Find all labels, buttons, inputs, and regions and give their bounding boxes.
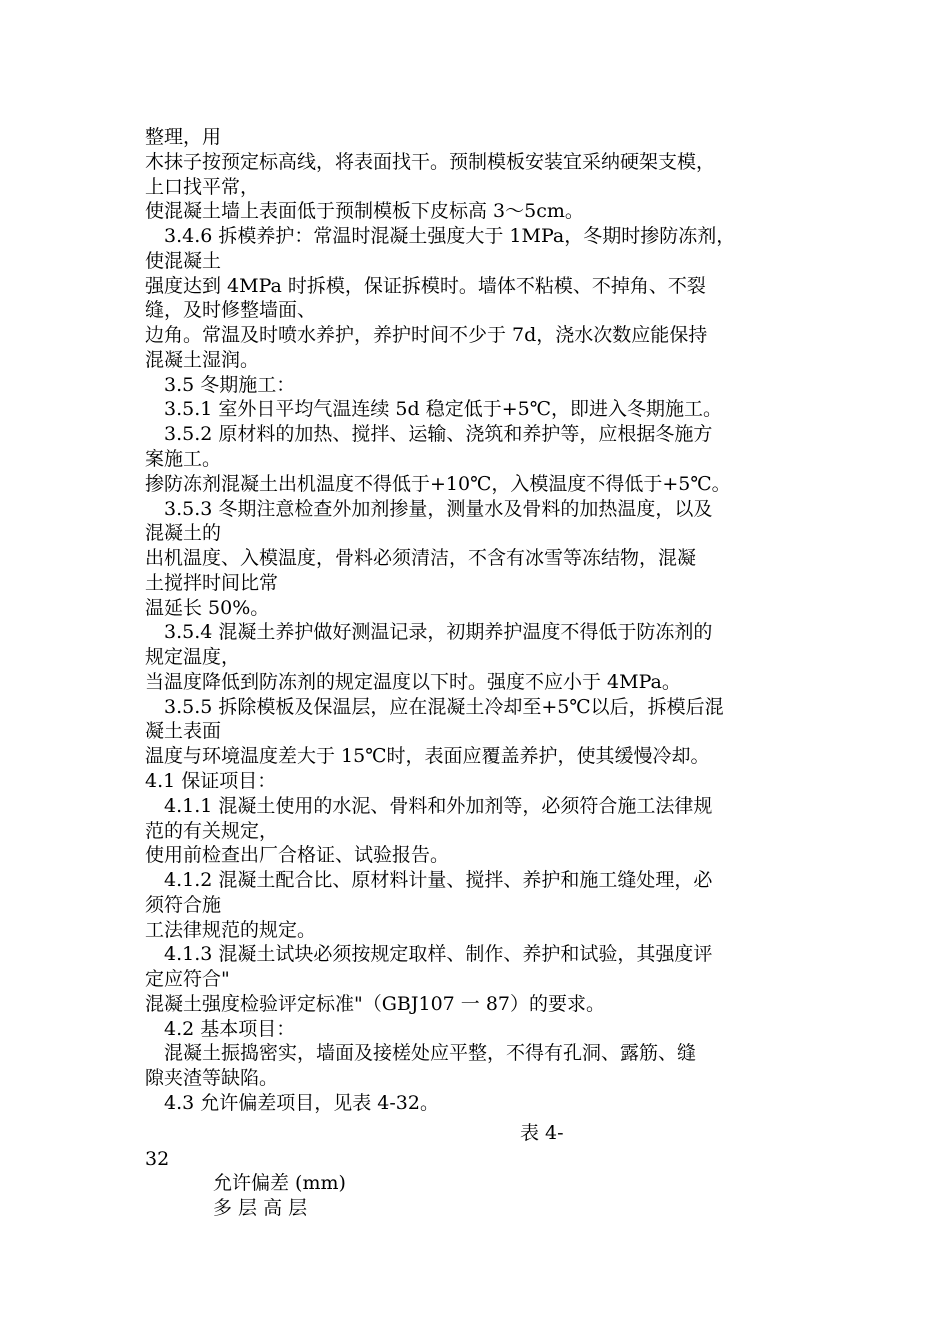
text-line: 木抹子按预定标高线，将表面找干。预制模板安装宜采纳硬架支模， — [145, 151, 716, 173]
text-line: 凝土表面 — [145, 720, 222, 742]
text-line: 整理，用 — [145, 126, 222, 148]
text-line: 温度与环境温度差大于 15℃时，表面应覆盖养护，使其缓慢冷却。 — [145, 745, 710, 767]
text-line: 规定温度， — [145, 646, 241, 668]
text-line: 出机温度、入模温度，骨料必须清洁，不含有冰雪等冻结物，混凝 — [145, 547, 697, 569]
text-line: 混凝土强度检验评定标准"（GBJ107 一 87）的要求。 — [145, 993, 606, 1015]
text-line: 3.5.1 室外日平均气温连续 5d 稳定低于+5℃，即进入冬期施工。 — [145, 398, 722, 420]
text-line: 案施工。 — [145, 448, 222, 470]
text-line: 边角。常温及时喷水养护，养护时间不少于 7d，浇水次数应能保持 — [145, 324, 708, 346]
text-line: 混凝土振捣密实，墙面及接槎处应平整，不得有孔洞、露筋、缝 — [145, 1042, 697, 1064]
text-line: 4.2 基本项目： — [145, 1018, 296, 1040]
text-line: 范的有关规定， — [145, 820, 279, 842]
text-line: 上口找平常， — [145, 176, 260, 198]
text-line: 3.5.3 冬期注意检查外加剂掺量，测量水及骨料的加热温度，以及 — [145, 498, 713, 520]
text-line: 3.4.6 拆模养护：常温时混凝土强度大于 1MPa，冬期时掺防冻剂， — [145, 225, 736, 247]
text-line: 3.5.4 混凝土养护做好测温记录，初期养护温度不得低于防冻剂的 — [145, 621, 713, 643]
text-line: 混凝土湿润。 — [145, 349, 260, 371]
text-line: 当温度降低到防冻剂的规定温度以下时。强度不应小于 4MPa。 — [145, 671, 681, 693]
text-line: 须符合施 — [145, 894, 222, 916]
text-line: 使混凝土墙上表面低于预制模板下皮标高 3～5cm。 — [145, 200, 584, 222]
text-line: 4.1.3 混凝土试块必须按规定取样、制作、养护和试验，其强度评 — [145, 943, 713, 965]
text-line: 土搅拌时间比常 — [145, 572, 279, 594]
text-line: 4.1.2 混凝土配合比、原材料计量、搅拌、养护和施工缝处理，必 — [145, 869, 713, 891]
text-line: 温延长 50%。 — [145, 597, 270, 619]
text-line: 强度达到 4MPa 时拆模，保证拆模时。墙体不粘模、不掉角、不裂 — [145, 275, 706, 297]
text-line: 4.3 允许偏差项目，见表 4-32。 — [145, 1092, 439, 1114]
text-line: 使混凝土 — [145, 250, 222, 272]
text-line: 隙夹渣等缺陷。 — [145, 1067, 279, 1089]
text-line: 4.1.1 混凝土使用的水泥、骨料和外加剂等，必须符合施工法律规 — [145, 795, 713, 817]
text-line: 3.5.2 原材料的加热、搅拌、运输、浇筑和养护等，应根据冬施方 — [145, 423, 713, 445]
text-line: 使用前检查出厂合格证、试验报告。 — [145, 844, 450, 866]
table-caption: 表 4- — [520, 1122, 564, 1144]
text-line: 定应符合" — [145, 968, 230, 990]
text-line: 缝，及时修整墙面、 — [145, 299, 317, 321]
text-line: 3.5 冬期施工： — [145, 374, 296, 396]
text-line: 混凝土的 — [145, 522, 222, 544]
text-line: 4.1 保证项目： — [145, 770, 277, 792]
text-line: 掺防冻剂混凝土出机温度不得低于+10℃，入模温度不得低于+5℃。 — [145, 473, 731, 495]
table-caption-number: 32 — [145, 1148, 170, 1170]
table-header-tolerance: 允许偏差 (mm) — [213, 1172, 346, 1194]
text-line: 3.5.5 拆除模板及保温层，应在混凝土冷却至+5℃以后，拆模后混 — [145, 696, 724, 718]
text-line: 工法律规范的规定。 — [145, 919, 317, 941]
table-header-columns: 多 层 高 层 — [213, 1197, 308, 1219]
